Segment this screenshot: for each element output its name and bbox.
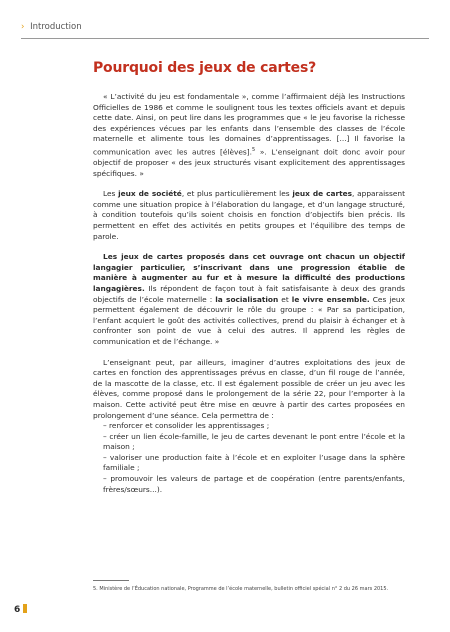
footnote-ref: 5 xyxy=(252,146,256,153)
paragraph-3: Les jeux de cartes proposés dans cet ouvrage ont chacun un objectif langagier particulier, s’inscrivant dans une progression établie de manière à augmenter au fur et à mesure la difficulté des productions langagières. Ils répondent de façon tout à fait satisfaisante à deux des grands objectifs de l’école maternelle : la socialisation et le vivre ensemble. Ces jeux permettent également de découvrir le rôle du groupe : « Par sa participation, l’enfant acquiert le goût des activités collectives, prend du plaisir à échanger et à confronter son point de vue à celui des autres. Il apprend les règles de communication et de l’échange. » xyxy=(93,252,405,346)
list-item: – renforcer et consolider les apprentissages ; xyxy=(103,421,270,431)
footnote: 5. Ministère de l’Éducation nationale, Programme de l’école maternelle, bulletin officiel spécial n° 2 du 26 mars 2015. xyxy=(93,586,389,592)
paragraph-1: « L’activité du jeu est fondamentale », comme l’affirmaient déjà les Instructions Officielles de 1986 et comme le soulignent tous les textes officiels avant et depuis cette date. Ainsi, on peut lire dans les programmes que « le jeu favorise la richesse des expériences vécues par les enfants dans l’ensemble des classes de l’école maternelle et alimente tous les domaines d’apprentissages. [...] Il favorise la communication avec les autres [élèves].$^5$ ». L’enseignant doit donc avoir pour objectif de proposer « des jeux structurés visant explicitement des apprentissages spécifiques. » xyxy=(93,92,405,178)
body-text xyxy=(93,92,405,495)
page-title: Pourquoi des jeux de cartes? xyxy=(93,60,317,76)
page-number: 6 xyxy=(14,604,27,615)
header-divider xyxy=(21,38,429,39)
paragraph-2: Les jeux de société, et plus particulièrement les jeux de cartes, apparaissent comme une situation propice à l’élaboration du langage, et d’un langage structuré, à condition toutefois qu’ils soient choisis en fonction d’objectifs bien précis. Ils permettent en effet des activités en petits groupes et l’équilibre des temps de parole. xyxy=(93,189,406,241)
list-item: – promouvoir les valeurs de partage et de coopération (entre parents/enfants, frères/sœurs...). xyxy=(103,474,405,494)
page-marker-bar xyxy=(23,604,27,613)
list-item: – créer un lien école-famille, le jeu de cartes devenant le pont entre l’école et la maison ; xyxy=(103,431,405,452)
paragraph-4: L’enseignant peut, par ailleurs, imaginer d’autres exploitations des jeux de cartes en fonction des apprentissages prévus en classe, d’un fil rouge de l’année, de la mascotte de la classe, etc. Il est également possible de créer un jeu avec les élèves, comme proposé dans le prolongement de la série 22, pour l’emporter à la maison. Cette activité peut être mise en œuvre à partir des cartes proposées en prolongement d’une séance. Cela permettra de : – renforcer et consolider les apprentissages ; – créer un lien école-famille, le jeu de cartes devenant le pont entre l’école et la maison ; – valoriser une production faite à l’école et en exploiter l’usage dans la sphère familiale ; – promouvoir les valeurs de partage et de coopération (entre parents/enfants, frères/sœurs...). xyxy=(93,357,405,494)
chevron-marker-icon: › xyxy=(21,22,25,32)
running-header xyxy=(21,22,82,32)
list-item: – valoriser une production faite à l’école et en exploiter l’usage dans la sphère familiale ; xyxy=(103,452,405,473)
footnote-divider xyxy=(93,580,129,581)
section-label: Introduction xyxy=(30,22,82,32)
